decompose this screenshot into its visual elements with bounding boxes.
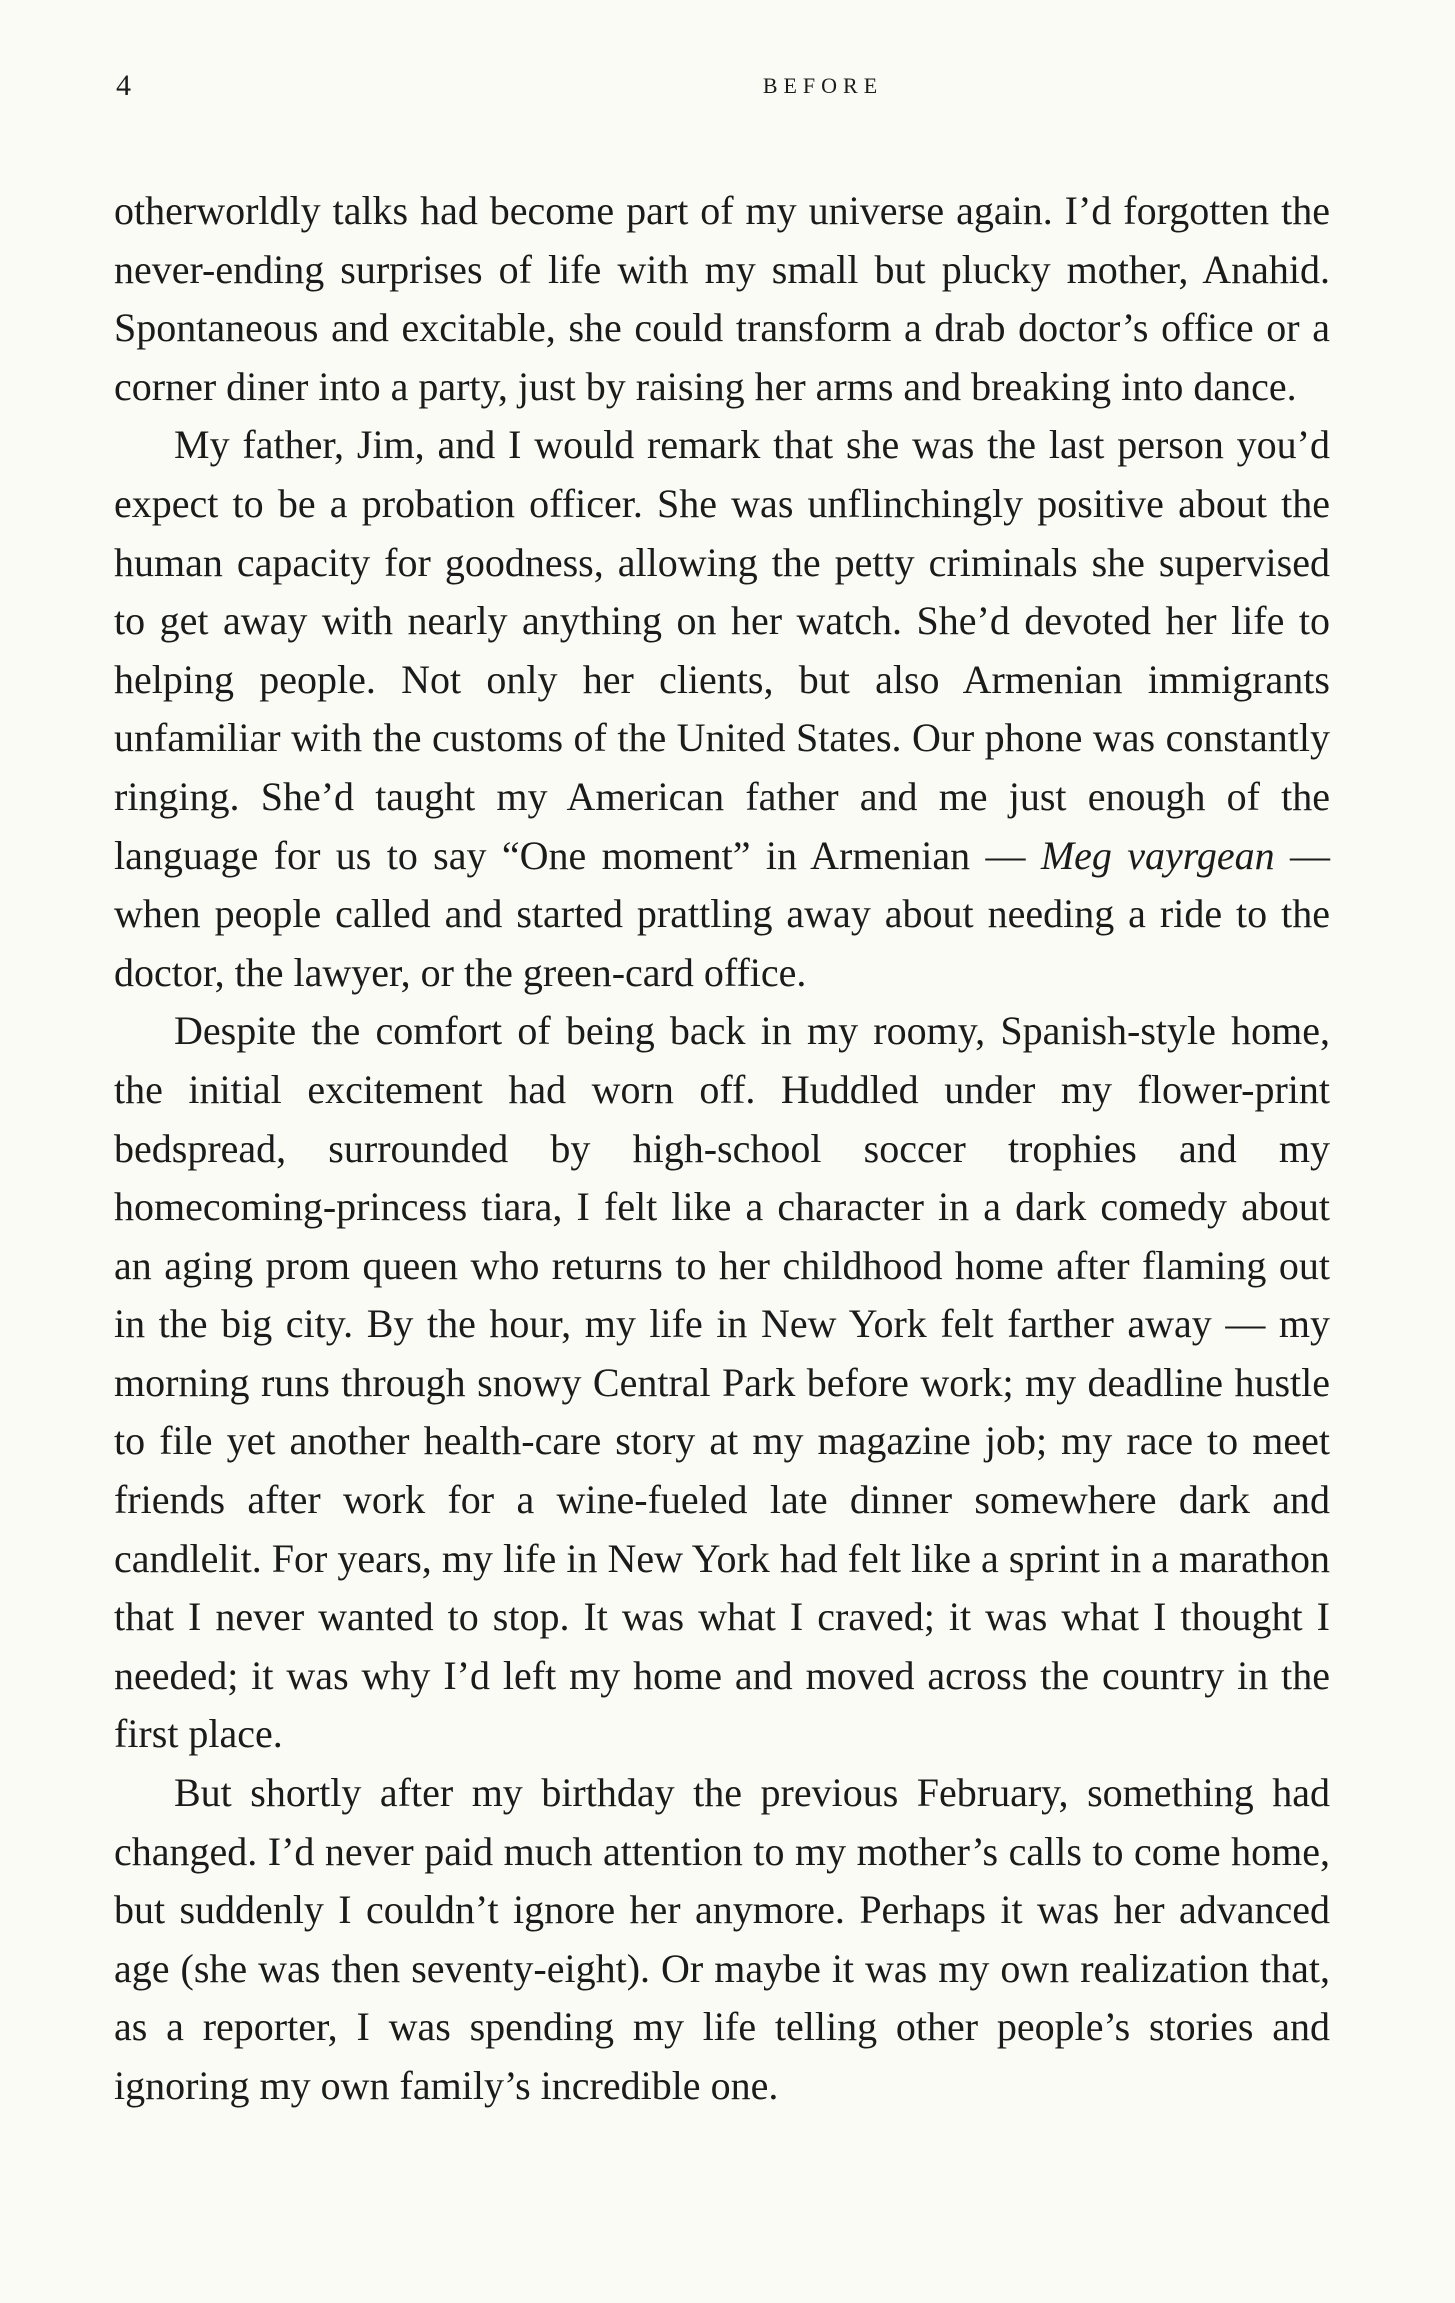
- page-number: 4: [116, 69, 131, 102]
- paragraph-3: Despite the comfort of being back in my roomy, Spanish-style home, the initial excitement had worn off. Huddled under my flower-print bedspread, surrounded by high-school soccer trophies and my homecoming-princess tiara, I felt like a character in a dark comedy about an aging prom queen who returns to her childhood home after flaming out in the big city. By the hour, my life in New York felt farther away — my morning runs through snowy Central Park before work; my deadline hustle to file yet another health-care story at my magazine job; my race to meet friends after work for a wine-fueled late dinner somewhere dark and candlelit. For years, my life in New York had felt like a sprint in a marathon that I never wanted to stop. It was what I craved; it was what I thought I needed; it was why I’d left my home and moved across the country in the first place.: [114, 1008, 1330, 1757]
- body-text: [114, 182, 1330, 2116]
- paragraph-4: But shortly after my birthday the previous February, something had changed. I’d never paid much attention to my mother’s calls to come home, but suddenly I couldn’t ignore her anymore. Perhaps it was her advanced age (she was then seventy-eight). Or maybe it was my own realization that, as a reporter, I was spending my life telling other people’s stories and ignoring my own family’s incredible one.: [114, 1770, 1330, 2108]
- paragraph-2: [114, 416, 1330, 1002]
- running-title: BEFORE: [762, 73, 884, 98]
- paragraph-2-continuation: — when people called and started prattling away about needing a ride to the doctor, the lawyer, or the green-card office.: [114, 832, 1331, 995]
- paragraph-2-text: My father, Jim, and I would remark that she was the last person you’d expect to be a probation officer. She was unflinchingly positive about the human capacity for goodness, allowing the petty criminals she supervised to get away with nearly anything on her watch. She’d devoted her life to helping people. Not only her clients, but also Armenian immigrants unfamiliar with the customs of the United States. Our phone was constantly ringing. She’d taught my American father and me just enough of the language for us to say “One moment” in Armenian —: [114, 422, 1330, 878]
- running-head: [116, 66, 1330, 106]
- paragraph-1: otherworldly talks had become part of my universe again. I’d forgotten the never-ending surprises of life with my small but plucky mother, Anahid. Spontaneous and excitable, she could transform a drab doctor’s office or a corner diner into a party, just by raising her arms and breaking into dance.: [114, 188, 1330, 409]
- armenian-phrase: Meg vayrgean: [1040, 832, 1275, 878]
